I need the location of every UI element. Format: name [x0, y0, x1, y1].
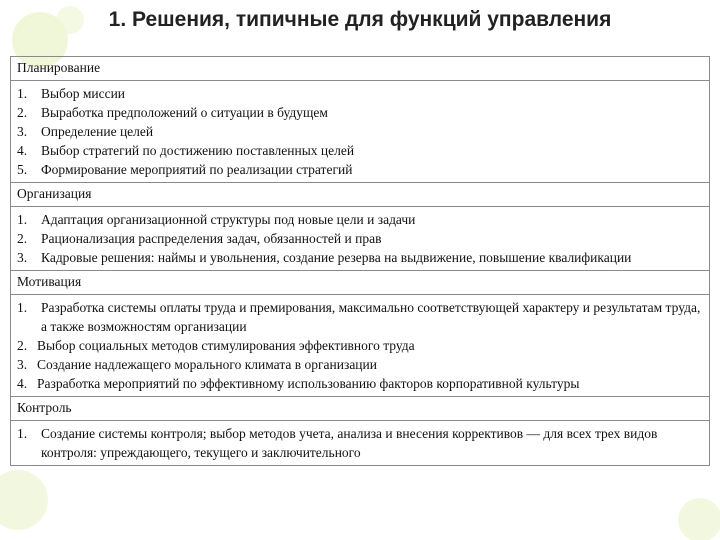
list-item: 2. Рационализация распределения задач, обязанностей и прав	[17, 231, 382, 246]
list-item: 5. Формирование мероприятий по реализации стратегий	[17, 162, 353, 177]
page-title: 1. Решения, типичные для функций управления	[108, 8, 612, 31]
list-item: 3. Кадровые решения: наймы и увольнения, создание резерва на выдвижение, повышение квалификации	[17, 250, 632, 265]
list-item: 2. Выработка предположений о ситуации в будущем	[17, 105, 328, 120]
section-control	[11, 396, 709, 465]
section-heading: Мотивация	[17, 274, 82, 289]
section-planning	[11, 57, 709, 182]
list-item: 1. Разработка системы оплаты труда и премирования, максимально соответствующей характеру и результатам труда, а также возможностям организации	[17, 300, 701, 334]
section-heading: Организация	[17, 186, 92, 201]
section-motivation	[11, 270, 709, 396]
list-item: 1. Выбор миссии	[17, 86, 126, 101]
list-item: 3. Создание надлежащего морального климата в организации	[17, 357, 377, 372]
section-organization	[11, 182, 709, 270]
list-item: 4. Выбор стратегий по достижению поставленных целей	[17, 143, 355, 158]
list-item: 3. Определение целей	[17, 124, 154, 139]
list-item: 1. Адаптация организационной структуры под новые цели и задачи	[17, 212, 416, 227]
list-item: 1. Создание системы контроля; выбор методов учета, анализа и внесения коррективов — для всех трех видов контроля: упреждающего, текущего и заключительного	[17, 426, 658, 460]
list-item: 2. Выбор социальных методов стимулирования эффективного труда	[17, 338, 415, 353]
section-heading: Контроль	[17, 400, 72, 415]
decisions-table	[10, 56, 710, 466]
list-item: 4. Разработка мероприятий по эффективному использованию факторов корпоративной культуры	[17, 376, 580, 391]
section-heading: Планирование	[17, 60, 101, 75]
